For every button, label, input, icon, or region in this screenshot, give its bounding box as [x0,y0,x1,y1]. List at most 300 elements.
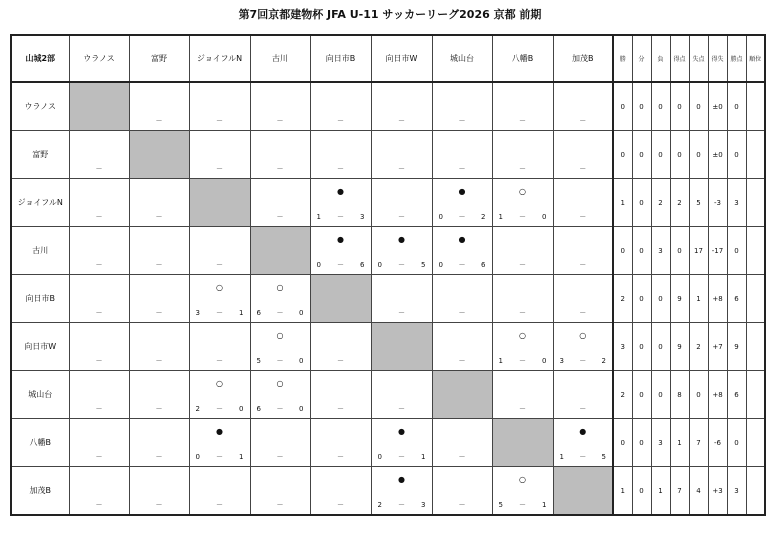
stat-header-rank: 順位 [746,35,765,82]
match-cell [129,323,189,371]
match-cell [553,323,613,371]
score-dash: － [337,357,344,365]
score-dash: － [398,165,405,173]
match-cell [553,179,613,227]
match-score [433,165,492,174]
match-score [70,453,129,462]
score-dash: － [95,165,103,173]
column-team-header: 加茂B [553,35,613,82]
stat-draws: 0 [632,323,651,371]
match-score [493,165,553,174]
score-dash: － [458,165,466,173]
score-dash: － [398,453,405,461]
score-opponent: 6 [360,261,365,269]
score-dash: － [398,117,405,125]
score-own: 6 [256,309,261,317]
score-dash: － [519,405,526,413]
stat-losses: 0 [651,371,670,419]
stat-losses: 3 [651,227,670,275]
column-team-header: 向日市B [310,35,371,82]
stat-rank [746,419,765,467]
match-cell [189,275,250,323]
match-cell [69,323,129,371]
match-score [493,261,553,270]
score-dash: － [458,117,466,125]
match-score [493,309,553,318]
score-opponent: 1 [239,309,244,317]
score-dash: － [337,405,344,413]
stat-header-goals-against: 失点 [689,35,708,82]
match-cell [189,227,250,275]
stat-goals-against: 17 [689,227,708,275]
stat-goals-for: 2 [670,179,689,227]
match-cell [250,131,310,179]
match-cell [371,131,432,179]
match-score [493,213,553,222]
stat-rank [746,179,765,227]
match-cell [371,371,432,419]
score-dash: － [337,261,344,269]
score-dash: － [216,117,223,125]
match-cell [492,371,553,419]
match-cell [189,467,250,516]
match-score [251,213,310,222]
match-cell [189,82,250,131]
match-cell [69,227,129,275]
match-cell [432,82,492,131]
stat-draws: 0 [632,371,651,419]
match-score [554,309,613,318]
column-team-header: 城山台 [432,35,492,82]
score-opponent: 0 [542,213,547,221]
self-match-cell [553,467,613,516]
score-dash: － [95,213,103,221]
self-match-cell [69,82,129,131]
match-score [311,453,371,462]
stat-goals-against: 0 [689,371,708,419]
result-mark: ● [398,475,405,484]
score-own: 2 [195,405,200,413]
match-score [311,501,371,510]
stat-goal-difference: ±0 [708,131,727,179]
stat-wins: 1 [613,179,632,227]
match-cell [310,227,371,275]
score-opponent: 0 [299,357,304,365]
score-dash: － [398,213,405,221]
column-team-header: 八幡B [492,35,553,82]
match-cell [69,131,129,179]
match-cell [432,323,492,371]
score-own: 1 [316,213,321,221]
self-match-cell [129,131,189,179]
score-dash: － [458,357,466,365]
score-opponent: 0 [239,405,244,413]
table-row [11,82,765,131]
match-cell [371,227,432,275]
score-dash: － [579,309,587,317]
match-score [190,357,250,366]
stat-goals-against: 0 [689,82,708,131]
result-mark: ● [398,235,405,244]
match-score [190,501,250,510]
match-cell [371,275,432,323]
stat-points: 6 [727,275,746,323]
row-team-name: ジョイフルN [11,179,69,227]
match-cell [250,419,310,467]
league-table [10,34,766,516]
match-score [493,117,553,126]
score-own: 2 [377,501,382,509]
self-match-cell [189,179,250,227]
match-score [493,501,553,510]
stat-draws: 0 [632,419,651,467]
match-cell [371,179,432,227]
score-opponent: 1 [542,501,547,509]
stat-points: 0 [727,419,746,467]
match-score [554,165,613,174]
stat-points: 0 [727,82,746,131]
score-own: 0 [195,453,200,461]
match-cell [492,131,553,179]
score-own: 0 [316,261,321,269]
stat-goal-difference: -17 [708,227,727,275]
match-score [433,357,492,366]
match-score [372,309,432,318]
score-dash: － [276,357,284,365]
match-cell [250,275,310,323]
stat-draws: 0 [632,131,651,179]
stat-header-losses: 負 [651,35,670,82]
stat-points: 0 [727,131,746,179]
match-score [554,261,613,270]
stat-wins: 3 [613,323,632,371]
score-dash: － [519,213,526,221]
score-own: 0 [438,213,443,221]
match-score [251,405,310,414]
match-cell [432,467,492,516]
score-dash: － [155,309,163,317]
stat-losses: 0 [651,323,670,371]
match-cell [310,419,371,467]
score-dash: － [337,213,344,221]
stat-goal-difference: +3 [708,467,727,516]
score-opponent: 0 [299,309,304,317]
result-mark: ● [458,187,466,196]
score-opponent: 0 [299,405,304,413]
stat-rank [746,227,765,275]
match-cell [432,275,492,323]
stat-goals-against: 1 [689,275,708,323]
match-score [251,357,310,366]
stat-header-draws: 分 [632,35,651,82]
stat-rank [746,323,765,371]
stat-header-wins: 勝 [613,35,632,82]
score-dash: － [155,357,163,365]
match-score [372,213,432,222]
score-dash: － [519,357,526,365]
match-score [372,453,432,462]
match-score [433,261,492,270]
stat-header-goal-difference: 得失 [708,35,727,82]
result-mark: ○ [519,331,526,340]
match-cell [250,467,310,516]
match-score [190,405,250,414]
result-mark: ○ [216,379,223,388]
match-cell [129,419,189,467]
stat-goals-for: 9 [670,323,689,371]
result-mark: ● [216,427,223,436]
stat-rank [746,371,765,419]
table-row [11,371,765,419]
stat-goal-difference: +8 [708,371,727,419]
score-dash: － [398,309,405,317]
stat-goal-difference: -3 [708,179,727,227]
score-opponent: 1 [239,453,244,461]
score-dash: － [216,357,223,365]
match-cell [371,467,432,516]
match-score [130,405,189,414]
stat-wins: 2 [613,275,632,323]
match-score [372,165,432,174]
match-score [554,405,613,414]
match-cell [310,323,371,371]
match-cell [189,323,250,371]
score-dash: － [458,501,466,509]
match-score [433,501,492,510]
score-dash: － [337,165,344,173]
table-row [11,467,765,516]
result-mark: ● [337,187,344,196]
score-dash: － [519,261,526,269]
match-score [190,453,250,462]
score-opponent: 2 [601,357,606,365]
row-team-name: 富野 [11,131,69,179]
column-team-header: 古川 [250,35,310,82]
score-dash: － [95,261,103,269]
match-score [493,357,553,366]
stat-wins: 0 [613,131,632,179]
score-dash: － [216,165,223,173]
score-dash: － [458,213,466,221]
match-score [311,405,371,414]
match-cell [492,467,553,516]
match-cell [432,227,492,275]
match-score [190,117,250,126]
score-opponent: 3 [421,501,426,509]
score-dash: － [579,165,587,173]
result-mark: ○ [276,331,284,340]
stat-points: 3 [727,467,746,516]
match-cell [310,131,371,179]
result-mark: ○ [519,187,526,196]
header-row [11,35,765,82]
column-team-header: ウラノス [69,35,129,82]
match-score [311,261,371,270]
stat-goals-against: 0 [689,131,708,179]
match-score [70,213,129,222]
stat-goal-difference: +7 [708,323,727,371]
score-own: 0 [438,261,443,269]
league-table-body [11,82,765,515]
division-label: 山城2部 [11,35,69,82]
stat-goals-for: 7 [670,467,689,516]
match-cell [432,179,492,227]
match-score [130,309,189,318]
match-score [372,501,432,510]
score-dash: － [216,405,223,413]
stat-wins: 0 [613,227,632,275]
column-team-header: ジョイフルN [189,35,250,82]
result-mark: ● [337,235,344,244]
stat-rank [746,275,765,323]
score-opponent: 1 [421,453,426,461]
stat-draws: 0 [632,82,651,131]
result-mark: ● [398,427,405,436]
match-cell [492,179,553,227]
stat-wins: 0 [613,419,632,467]
score-dash: － [276,501,284,509]
row-team-name: 向日市B [11,275,69,323]
result-mark: ○ [216,283,223,292]
match-score [251,309,310,318]
score-opponent: 5 [601,453,606,461]
stat-goals-for: 1 [670,419,689,467]
stat-losses: 2 [651,179,670,227]
table-row [11,275,765,323]
match-cell [250,82,310,131]
result-mark: ○ [579,331,587,340]
score-own: 1 [559,453,564,461]
match-cell [129,82,189,131]
match-cell [310,467,371,516]
match-cell [432,419,492,467]
match-score [130,261,189,270]
match-score [130,213,189,222]
row-team-name: 加茂B [11,467,69,516]
match-score [251,501,310,510]
stat-goals-against: 4 [689,467,708,516]
score-dash: － [458,309,466,317]
score-dash: － [276,453,284,461]
match-score [311,165,371,174]
score-dash: － [458,453,466,461]
score-dash: － [458,261,466,269]
score-dash: － [276,165,284,173]
score-dash: － [276,309,284,317]
match-score [251,165,310,174]
score-opponent: 3 [360,213,365,221]
self-match-cell [250,227,310,275]
match-cell [69,179,129,227]
match-score [554,357,613,366]
match-cell [553,371,613,419]
match-score [130,501,189,510]
stat-goals-against: 7 [689,419,708,467]
row-team-name: 古川 [11,227,69,275]
row-team-name: 八幡B [11,419,69,467]
match-score [433,117,492,126]
match-cell [310,179,371,227]
match-cell [310,82,371,131]
score-own: 0 [377,261,382,269]
score-own: 3 [559,357,564,365]
score-dash: － [337,453,344,461]
score-own: 5 [256,357,261,365]
score-dash: － [519,309,526,317]
match-score [372,117,432,126]
match-score [190,309,250,318]
score-dash: － [95,453,103,461]
self-match-cell [432,371,492,419]
score-dash: － [155,213,163,221]
score-dash: － [155,117,163,125]
stat-rank [746,131,765,179]
stat-losses: 1 [651,467,670,516]
score-dash: － [95,357,103,365]
match-cell [129,275,189,323]
score-own: 0 [377,453,382,461]
match-score [433,453,492,462]
match-score [311,357,371,366]
stat-draws: 0 [632,179,651,227]
match-score [70,165,129,174]
result-mark: ○ [276,283,284,292]
stat-goals-against: 5 [689,179,708,227]
score-dash: － [95,405,103,413]
match-score [70,309,129,318]
result-mark: ● [579,427,587,436]
stat-wins: 2 [613,371,632,419]
table-row [11,323,765,371]
score-dash: － [579,213,587,221]
match-score [493,405,553,414]
stat-losses: 0 [651,275,670,323]
stat-goal-difference: +8 [708,275,727,323]
score-dash: － [216,261,223,269]
match-score [433,309,492,318]
match-score [130,453,189,462]
score-dash: － [579,117,587,125]
match-cell [189,131,250,179]
score-dash: － [155,501,163,509]
table-row [11,131,765,179]
score-opponent: 2 [481,213,486,221]
self-match-cell [371,323,432,371]
match-score [190,165,250,174]
match-score [433,213,492,222]
score-own: 5 [498,501,503,509]
match-score [130,117,189,126]
score-dash: － [579,261,587,269]
match-score [70,261,129,270]
table-row [11,227,765,275]
score-own: 1 [498,213,503,221]
match-score [372,261,432,270]
column-team-header: 富野 [129,35,189,82]
score-opponent: 0 [542,357,547,365]
score-dash: － [276,117,284,125]
match-cell [553,419,613,467]
stat-header-goals-for: 得点 [670,35,689,82]
stat-points: 3 [727,179,746,227]
match-cell [129,179,189,227]
score-dash: － [579,405,587,413]
column-team-header: 向日市W [371,35,432,82]
match-cell [69,419,129,467]
score-dash: － [95,501,103,509]
stat-wins: 0 [613,82,632,131]
score-dash: － [519,165,526,173]
